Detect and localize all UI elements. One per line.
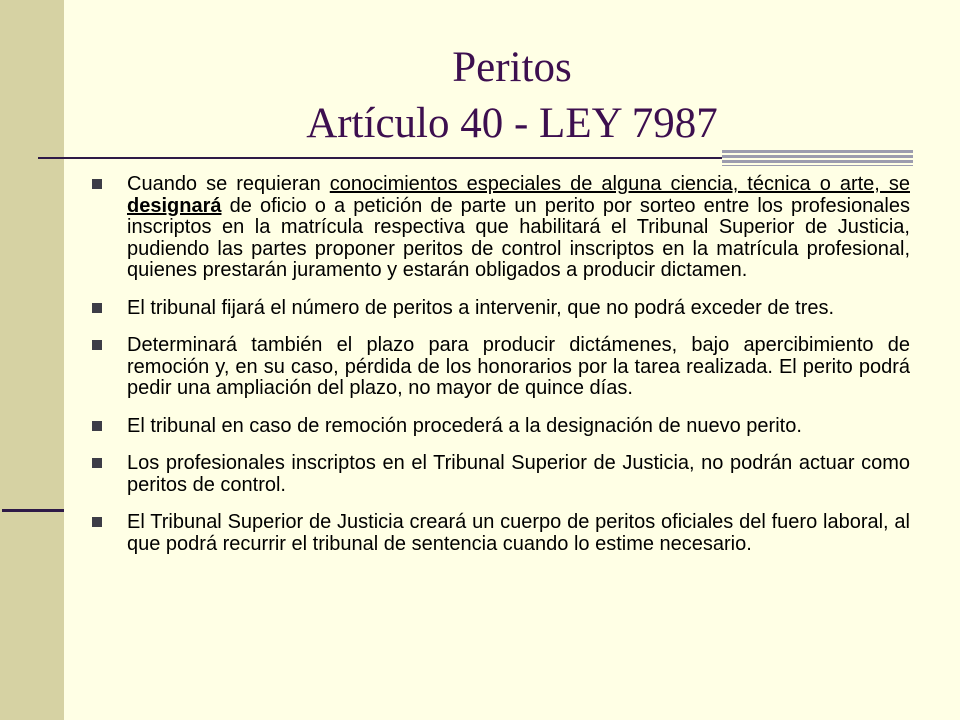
slide-title bbox=[64, 40, 960, 152]
square-bullet-icon bbox=[92, 421, 102, 431]
bullet-item-3 bbox=[92, 335, 910, 400]
bullet-item-5 bbox=[92, 453, 910, 496]
left-band-divider bbox=[2, 509, 64, 512]
square-bullet-icon bbox=[92, 458, 102, 468]
bullet-item-4 bbox=[92, 416, 910, 438]
bullet-item-2 bbox=[92, 298, 910, 320]
bullet-text-3: Determinará también el plazo para producir dictámenes, bajo apercibimiento de remoción y, en su caso, pérdida de los honorarios por la tarea realizada. El perito podrá pedir una ampliación del plazo, no mayor de quince días. bbox=[127, 334, 910, 399]
bullet-text-4: El tribunal en caso de remoción procederá a la designación de nuevo perito. bbox=[127, 414, 802, 437]
bullet-text-1a: Cuando se requieran bbox=[127, 173, 330, 195]
bullet-item-1 bbox=[92, 174, 910, 282]
title-line-1: Peritos bbox=[452, 44, 572, 91]
bullet-text-1d: de oficio o a petición de parte un perito por sorteo entre los profesionales inscriptos en la matrícula respectiva que habilitará el Tribunal Superior de Justicia, pudiendo las partes proponer peritos de control inscriptos en la matrícula profesional, quienes prestarán juramento y estarán obligados a producir dictamen. bbox=[127, 194, 910, 281]
square-bullet-icon bbox=[92, 517, 102, 527]
bullet-text-2: El tribunal fijará el número de peritos a intervenir, que no podrá exceder de tres. bbox=[127, 296, 835, 319]
square-bullet-icon bbox=[92, 303, 102, 313]
bullet-text-6: El Tribunal Superior de Justicia creará un cuerpo de peritos oficiales del fuero laboral, al que podrá recurrir el tribunal de sentencia cuando lo estime necesario. bbox=[127, 511, 910, 555]
square-bullet-icon bbox=[92, 179, 102, 189]
bullet-item-6 bbox=[92, 512, 910, 555]
bullet-text-1b: conocimientos especiales de alguna ciencia, técnica o arte, se bbox=[329, 173, 910, 195]
title-line-2: Artículo 40 - LEY 7987 bbox=[306, 100, 718, 147]
bullet-text-1c: designará bbox=[127, 194, 222, 217]
accent-stripe-bar bbox=[722, 150, 913, 166]
bullet-list bbox=[92, 174, 910, 571]
bullet-text-5: Los profesionales inscriptos en el Tribunal Superior de Justicia, no podrán actuar como peritos de control. bbox=[127, 452, 910, 496]
left-decorative-band bbox=[0, 0, 64, 720]
square-bullet-icon bbox=[92, 340, 102, 350]
